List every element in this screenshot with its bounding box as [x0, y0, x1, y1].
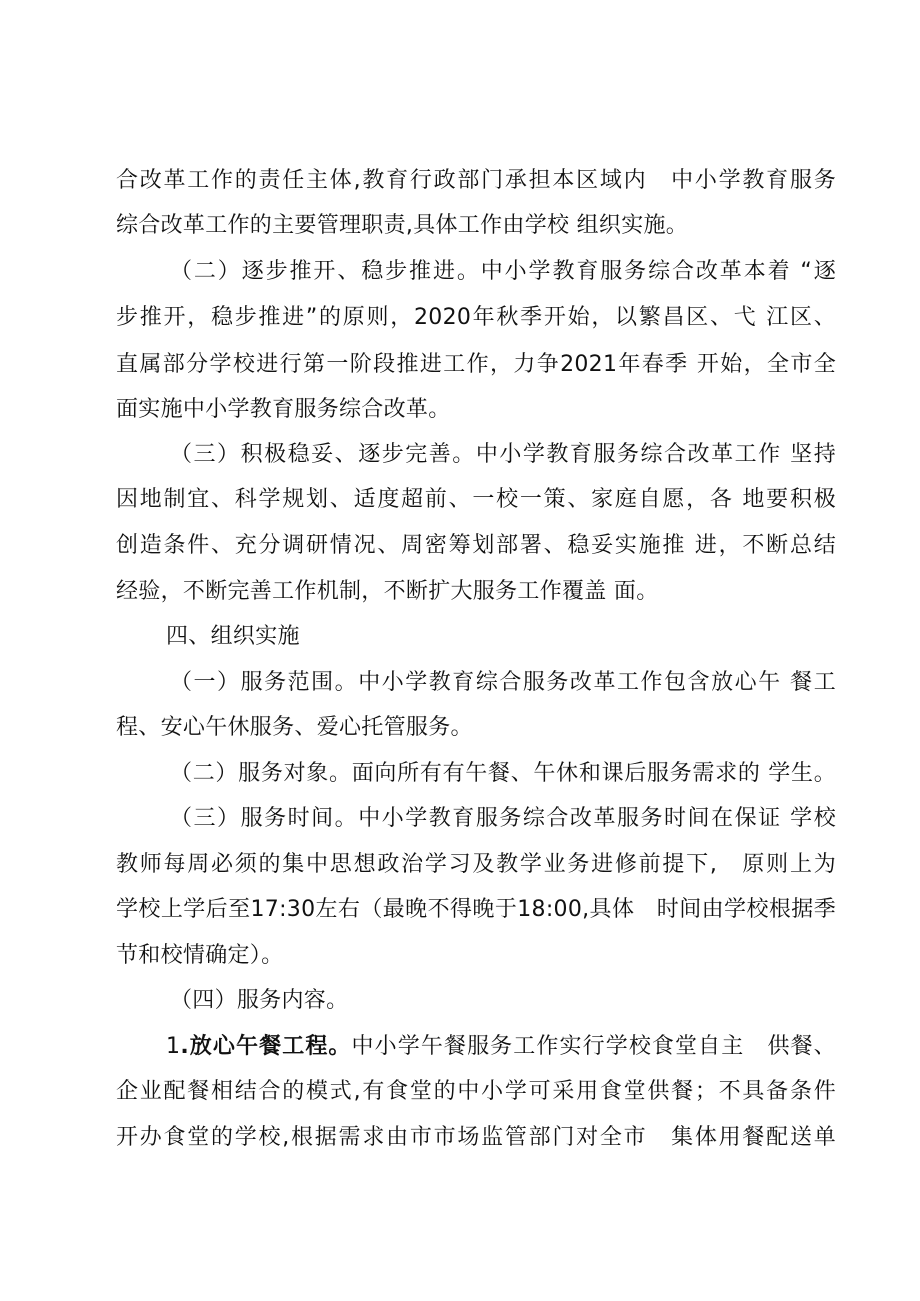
- item-text: 中小学午餐服务工作实行学校食堂自主 供餐、: [351, 1034, 836, 1059]
- paragraph-line: 教师每周必须的集中思想政治学习及教学业务进修前提下, 原则上为: [116, 852, 836, 877]
- paragraph-line: 直属部分学校进行第一阶段推进工作，力争2021年春季 开始，全市全: [116, 352, 836, 377]
- paragraph-line: 综合改革工作的主要管理职责,具体工作由学校 组织实施。: [116, 213, 689, 238]
- paragraph-line: （三）服务时间。中小学教育服务综合改革服务时间在保证 学校: [170, 806, 836, 831]
- paragraph-line: 创造条件、充分调研情况、周密筹划部署、稳妥实施推 进，不断总结: [116, 533, 836, 558]
- paragraph-line: 面实施中小学教育服务综合改革。: [116, 397, 451, 422]
- item-number: 1: [166, 1034, 181, 1059]
- paragraph-line: [166, 1032, 836, 1062]
- paragraph-line: （二）逐步推开、稳步推进。中小学教育服务综合改革本着 “逐: [170, 259, 836, 284]
- item-title: .放心午餐工程。: [180, 1034, 352, 1059]
- paragraph-line: 开办食堂的学校,根据需求由市市场监管部门对全市 集体用餐配送单: [116, 1125, 836, 1150]
- section-heading: 四、组织实施: [166, 624, 300, 649]
- paragraph-line: （二）服务对象。面向所有有午餐、午休和课后服务需求的 学生。: [170, 761, 836, 786]
- paragraph-line: 程、安心午休服务、爱心托管服务。: [116, 715, 473, 740]
- paragraph-line: 经验，不断完善工作机制，不断扩大服务工作覆盖 面。: [116, 579, 659, 604]
- paragraph-line: 步推开，稳步推进”的原则，2020年秋季开始，以繁昌区、弋 江区、: [116, 305, 836, 330]
- paragraph-line: （三）积极稳妥、逐步完善。中小学教育服务综合改革工作 坚持: [170, 442, 836, 467]
- paragraph-line: 合改革工作的责任主体,教育行政部门承担本区域内 中小学教育服务: [116, 168, 836, 193]
- paragraph-line: （一）服务范围。中小学教育综合服务改革工作包含放心午 餐工: [170, 670, 836, 695]
- paragraph-line: 因地制宜、科学规划、适度超前、一校一策、家庭自愿，各 地要积极: [116, 487, 836, 512]
- subsection-heading: （四）服务内容。: [170, 988, 349, 1013]
- paragraph-line: 节和校情确定）。: [116, 943, 284, 968]
- paragraph-line: 企业配餐相结合的模式,有食堂的中小学可采用食堂供餐；不具备条件: [116, 1079, 836, 1104]
- paragraph-line: 学校上学后至17:30左右（最晚不得晚于18:00,具体 时间由学校根据季: [116, 897, 836, 922]
